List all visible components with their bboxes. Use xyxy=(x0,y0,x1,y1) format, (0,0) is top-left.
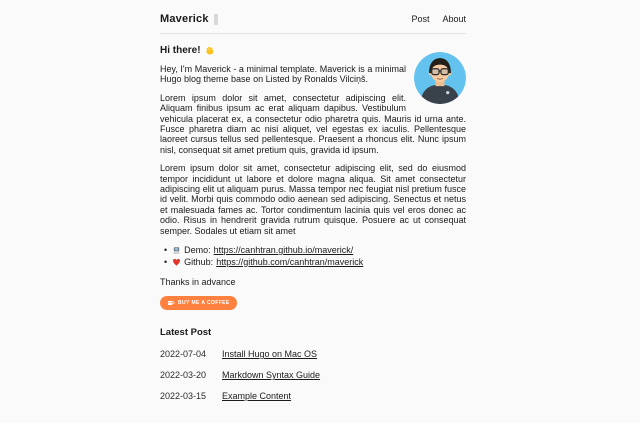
demo-label: • Demo: xyxy=(184,245,211,256)
main-nav xyxy=(411,14,466,24)
laptop-emoji-icon xyxy=(172,246,181,255)
intro-paragraph-2: Lorem ipsum dolor sit amet, consectetur adipiscing elit. Aliquam finibus ipsum ac erat aliquam dapibus. Vestibulum vehicula placerat ex, a consectetur odio pharetra quis. Mauris id urna ante. Fusce pharetra diam ac nisi aliquet, vel egestas ex iaculis. Pellentesque laoreet cursus tellus sed pellentesque. Praesent a rhoncus elit. Nunc ipsum nisl, consequat sit amet pretium quis, gravida id ipsum. xyxy=(160,92,466,155)
coffee-button-label: BUY ME A COFFEE xyxy=(178,300,230,307)
post-date: 2022-03-15 xyxy=(160,391,207,402)
github-label: • Github: xyxy=(184,256,214,267)
content-column xyxy=(160,0,466,401)
coffee-cup-icon xyxy=(167,299,175,307)
post-row xyxy=(160,370,466,380)
site-title-link[interactable]: Maverick xyxy=(160,13,209,25)
buy-me-a-coffee-button[interactable] xyxy=(160,296,237,310)
heart-emoji-icon xyxy=(172,258,181,267)
greeting-text: Hi there! xyxy=(160,45,201,56)
blinking-cursor xyxy=(214,14,218,25)
thanks-text: Thanks in advance xyxy=(160,277,236,288)
list-item-demo xyxy=(164,245,466,257)
site-header xyxy=(160,0,466,34)
demo-link[interactable]: https://canhtran.github.io/maverick/ xyxy=(213,245,354,256)
greeting-heading xyxy=(160,45,466,56)
post-link-install-hugo[interactable]: Install Hugo on Mac OS xyxy=(222,349,318,360)
post-link-markdown-guide[interactable]: Markdown Syntax Guide xyxy=(222,370,321,381)
intro-paragraph-1: Hey, I'm Maverick - a minimal template. Maverick is a minimal Hugo blog theme base on Listed by Ronalds Vilciņš. xyxy=(160,64,406,85)
avatar xyxy=(414,52,466,104)
list-item-github xyxy=(164,257,466,269)
waving-hand-icon xyxy=(205,46,215,56)
latest-post-heading: Latest Post xyxy=(160,327,212,339)
post-link-example-content[interactable]: Example Content xyxy=(222,391,292,402)
intro-paragraph-3: Lorem ipsum dolor sit amet, consectetur adipiscing elit, sed do eiusmod tempor incididunt ut labore et dolore magna aliqua. Sit amet consectetur adipiscing elit ut aliquam purus. Massa tempor nec feugiat nisl pretium fusce id velit. Morbi quis commodo odio aenean sed adipiscing. Senectus et netus et malesuada fames ac. Tortor condimentum lacinia quis vel eros donec ac odio. Risus in hendrerit gravida rutrum quisque. Posuere ac ut consequat semper. Sodales ut etiam sit amet xyxy=(160,163,466,236)
main-content xyxy=(160,45,466,401)
github-link[interactable]: https://github.com/canhtran/maverick xyxy=(216,256,364,267)
site-title-wrap xyxy=(160,13,218,25)
post-date: 2022-03-20 xyxy=(160,370,207,381)
post-row xyxy=(160,349,466,359)
post-date: 2022-07-04 xyxy=(160,349,207,360)
nav-item-about[interactable]: About xyxy=(442,14,466,24)
avatar-illustration-icon xyxy=(414,52,466,104)
nav-item-post[interactable]: Post xyxy=(411,14,430,24)
project-links-list xyxy=(164,245,466,268)
post-row xyxy=(160,391,466,401)
